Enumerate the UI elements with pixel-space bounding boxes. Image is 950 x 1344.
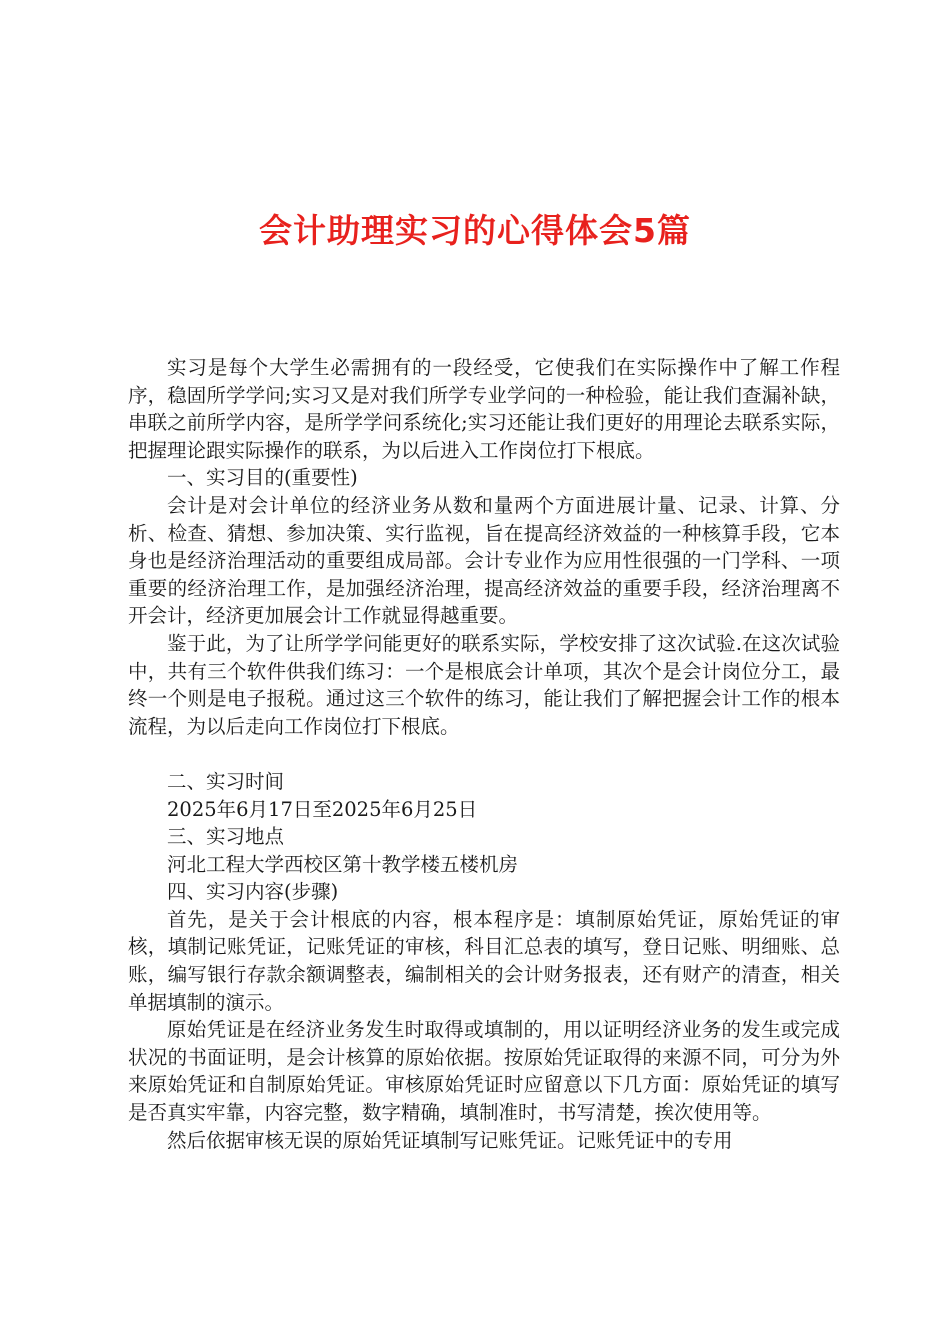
paragraph-original-voucher: 原始凭证是在经济业务发生时取得或填制的，用以证明经济业务的发生或完成状况的书面证明，是会计核算的原始依据。按原始凭证取得的来源不同，可分为外来原始凭证和自制原始凭证。审核原始凭证时应留意以下几方面：原始凭证的填写是否真实牢靠，内容完整，数字精确，填制准时，书写清楚，挨次使用等。 <box>128 1018 840 1125</box>
paragraph-intro: 实习是每个大学生必需拥有的一段经受，它使我们在实际操作中了解工作程序，稳固所学学问;实习又是对我们所学专业学问的一种检验，能让我们查漏补缺，串联之前所学内容，是所学学问系统化;实习还能让我们更好的用理论去联系实际，把握理论跟实际操作的联系，为以后进入工作岗位打下根底。 <box>128 356 840 462</box>
paragraph-experiment-arrangement: 鉴于此，为了让所学学问能更好的联系实际，学校安排了这次试验.在这次试验中，共有三个软件供我们练习：一个是根底会计单项，其次个是会计岗位分工，最终一个则是电子报税。通过这三个软件的练习，能让我们了解把握会计工作的根本流程，为以后走向工作岗位打下根底。 <box>128 631 840 738</box>
section-heading-time: 二、实习时间 <box>167 769 285 793</box>
paragraph-bookkeeping-voucher: 然后依据审核无误的原始凭证填制写记账凭证。记账凭证中的专用 <box>167 1128 733 1152</box>
paragraph-accounting-definition: 会计是对会计单位的经济业务从数和量两个方面进展计量、记录、计算、分析、检查、猜想、参加决策、实行监视，旨在提高经济效益的一种核算手段，它本身也是经济治理活动的重要组成局部。会计专业作为应用性很强的一门学科、一项重要的经济治理工作，是加强经济治理，提高经济效益的重要手段，经济治理离不开会计，经济更加展会计工作就显得越重要。 <box>128 493 840 628</box>
internship-dates: 2025年6月17日至2025年6月25日 <box>167 797 478 821</box>
blank-line <box>128 740 840 768</box>
paragraph-basic-procedure: 首先，是关于会计根底的内容，根本程序是：填制原始凭证，原始凭证的审核，填制记账凭证，记账凭证的审核，科目汇总表的填写，登日记账、明细账、总账，编写银行存款余额调整表，编制相关的会计财务报表，还有财产的清查，相关单据填制的演示。 <box>128 907 840 1014</box>
internship-location: 河北工程大学西校区第十教学楼五楼机房 <box>167 852 519 876</box>
page-title: 会计助理实习的心得体会5篇 <box>259 211 691 250</box>
document-body <box>128 354 840 1154</box>
section-heading-content: 四、实习内容(步骤) <box>167 880 339 904</box>
section-heading-purpose: 一、实习目的(重要性) <box>167 466 358 490</box>
section-heading-location: 三、实习地点 <box>167 825 285 849</box>
